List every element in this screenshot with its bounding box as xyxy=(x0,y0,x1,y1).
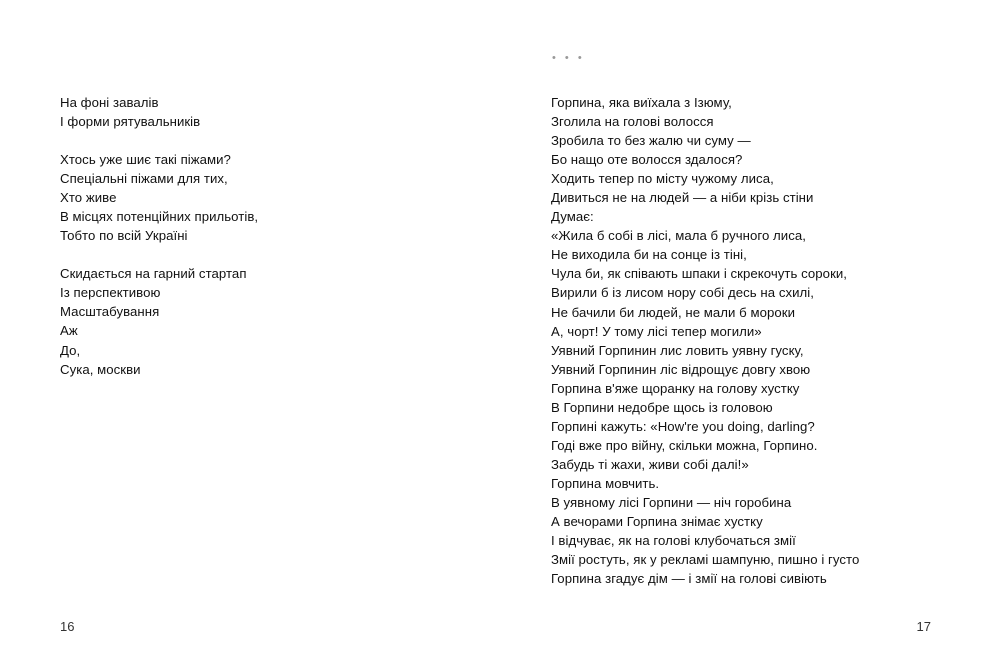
poem-line: Уявний Горпинин лис ловить уявну гуску, xyxy=(551,342,804,358)
poem-line: А, чорт! У тому лісі тепер могили» xyxy=(551,323,762,339)
poem-line: Не бачили би людей, не мали б мороки xyxy=(551,304,796,320)
poem-line: Аж xyxy=(60,323,78,339)
poem-line: Горпина, яка виїхала з Ізюму, xyxy=(551,95,732,110)
poem-line: І відчуває, як на голові клубочаться змії xyxy=(551,533,796,549)
poem-line: Горпина згадує дім — і змії на голові сивіють xyxy=(551,571,827,587)
poem-line: Уявний Горпинин ліс відрощує довгу хвою xyxy=(551,361,811,377)
poem-line: Вирили б із лисом нору собі десь на схилі, xyxy=(551,285,814,301)
poem-line: В уявному лісі Горпини — ніч горобина xyxy=(551,494,792,510)
page-number-left: 16 xyxy=(60,619,75,634)
poem-line: А вечорами Горпина знімає хустку xyxy=(551,514,763,530)
poem-line: Дивиться не на людей — а ніби крізь стіни xyxy=(551,190,814,206)
left-poem xyxy=(60,93,258,379)
poem-line: Ходить тепер по місту чужому лиса, xyxy=(551,171,774,187)
poem-line: В місцях потенційних прильотів, xyxy=(60,209,259,225)
poem-line: Зробила то без жалю чи суму — xyxy=(551,133,751,149)
section-separator: • • • xyxy=(552,52,585,64)
stanza xyxy=(60,93,258,131)
poem-line: До, xyxy=(60,342,81,358)
poem-line: Змії ростуть, як у рекламі шампуню, пишно і густо xyxy=(551,552,860,568)
poem-line: «Жила б собі в лісі, мала б ручного лиса, xyxy=(551,228,806,244)
poem-line: Горпина в'яже щоранку на голову хустку xyxy=(551,380,800,396)
poem-line: Забудь ті жахи, живи собі далі!» xyxy=(551,456,749,472)
poem-line: Зголила на голові волосся xyxy=(551,114,714,130)
poem-line: Горпині кажуть: «How're you doing, darling? xyxy=(551,418,815,434)
poem-line: В Горпини недобре щось із головою xyxy=(551,399,773,415)
stanza xyxy=(60,150,258,245)
poem-line: Із перспективою xyxy=(60,285,161,301)
poem-line: На фоні завалів xyxy=(60,95,159,110)
poem-line: Скидається на гарний стартап xyxy=(60,266,247,282)
poem-line: Бо нащо оте волосся здалося? xyxy=(551,152,743,168)
poem-line: Не виходила би на сонце із тіні, xyxy=(551,247,747,263)
page-number-right: 17 xyxy=(916,619,931,634)
poem-line: Хтось уже шиє такі піжами? xyxy=(60,152,231,168)
poem-line: Спеціальні піжами для тих, xyxy=(60,171,228,187)
poem-line: Хто живе xyxy=(60,190,117,206)
poem-line: Тобто по всій Україні xyxy=(60,228,188,244)
poem-line: Горпина мовчить. xyxy=(551,475,660,491)
right-page xyxy=(495,0,991,672)
poem-line: Годі вже про війну, скільки можна, Горпино. xyxy=(551,437,818,453)
poem-line: Думає: xyxy=(551,209,594,225)
stanza xyxy=(60,264,258,378)
left-page xyxy=(0,0,495,672)
poem-line: Чула би, як співають шпаки і скрекочуть сороки, xyxy=(551,266,848,282)
poem-line: І форми рятувальників xyxy=(60,114,201,130)
right-poem xyxy=(551,93,859,588)
stanza xyxy=(551,93,859,588)
poem-line: Масштабування xyxy=(60,304,160,320)
poem-line: Сука, москви xyxy=(60,361,141,377)
